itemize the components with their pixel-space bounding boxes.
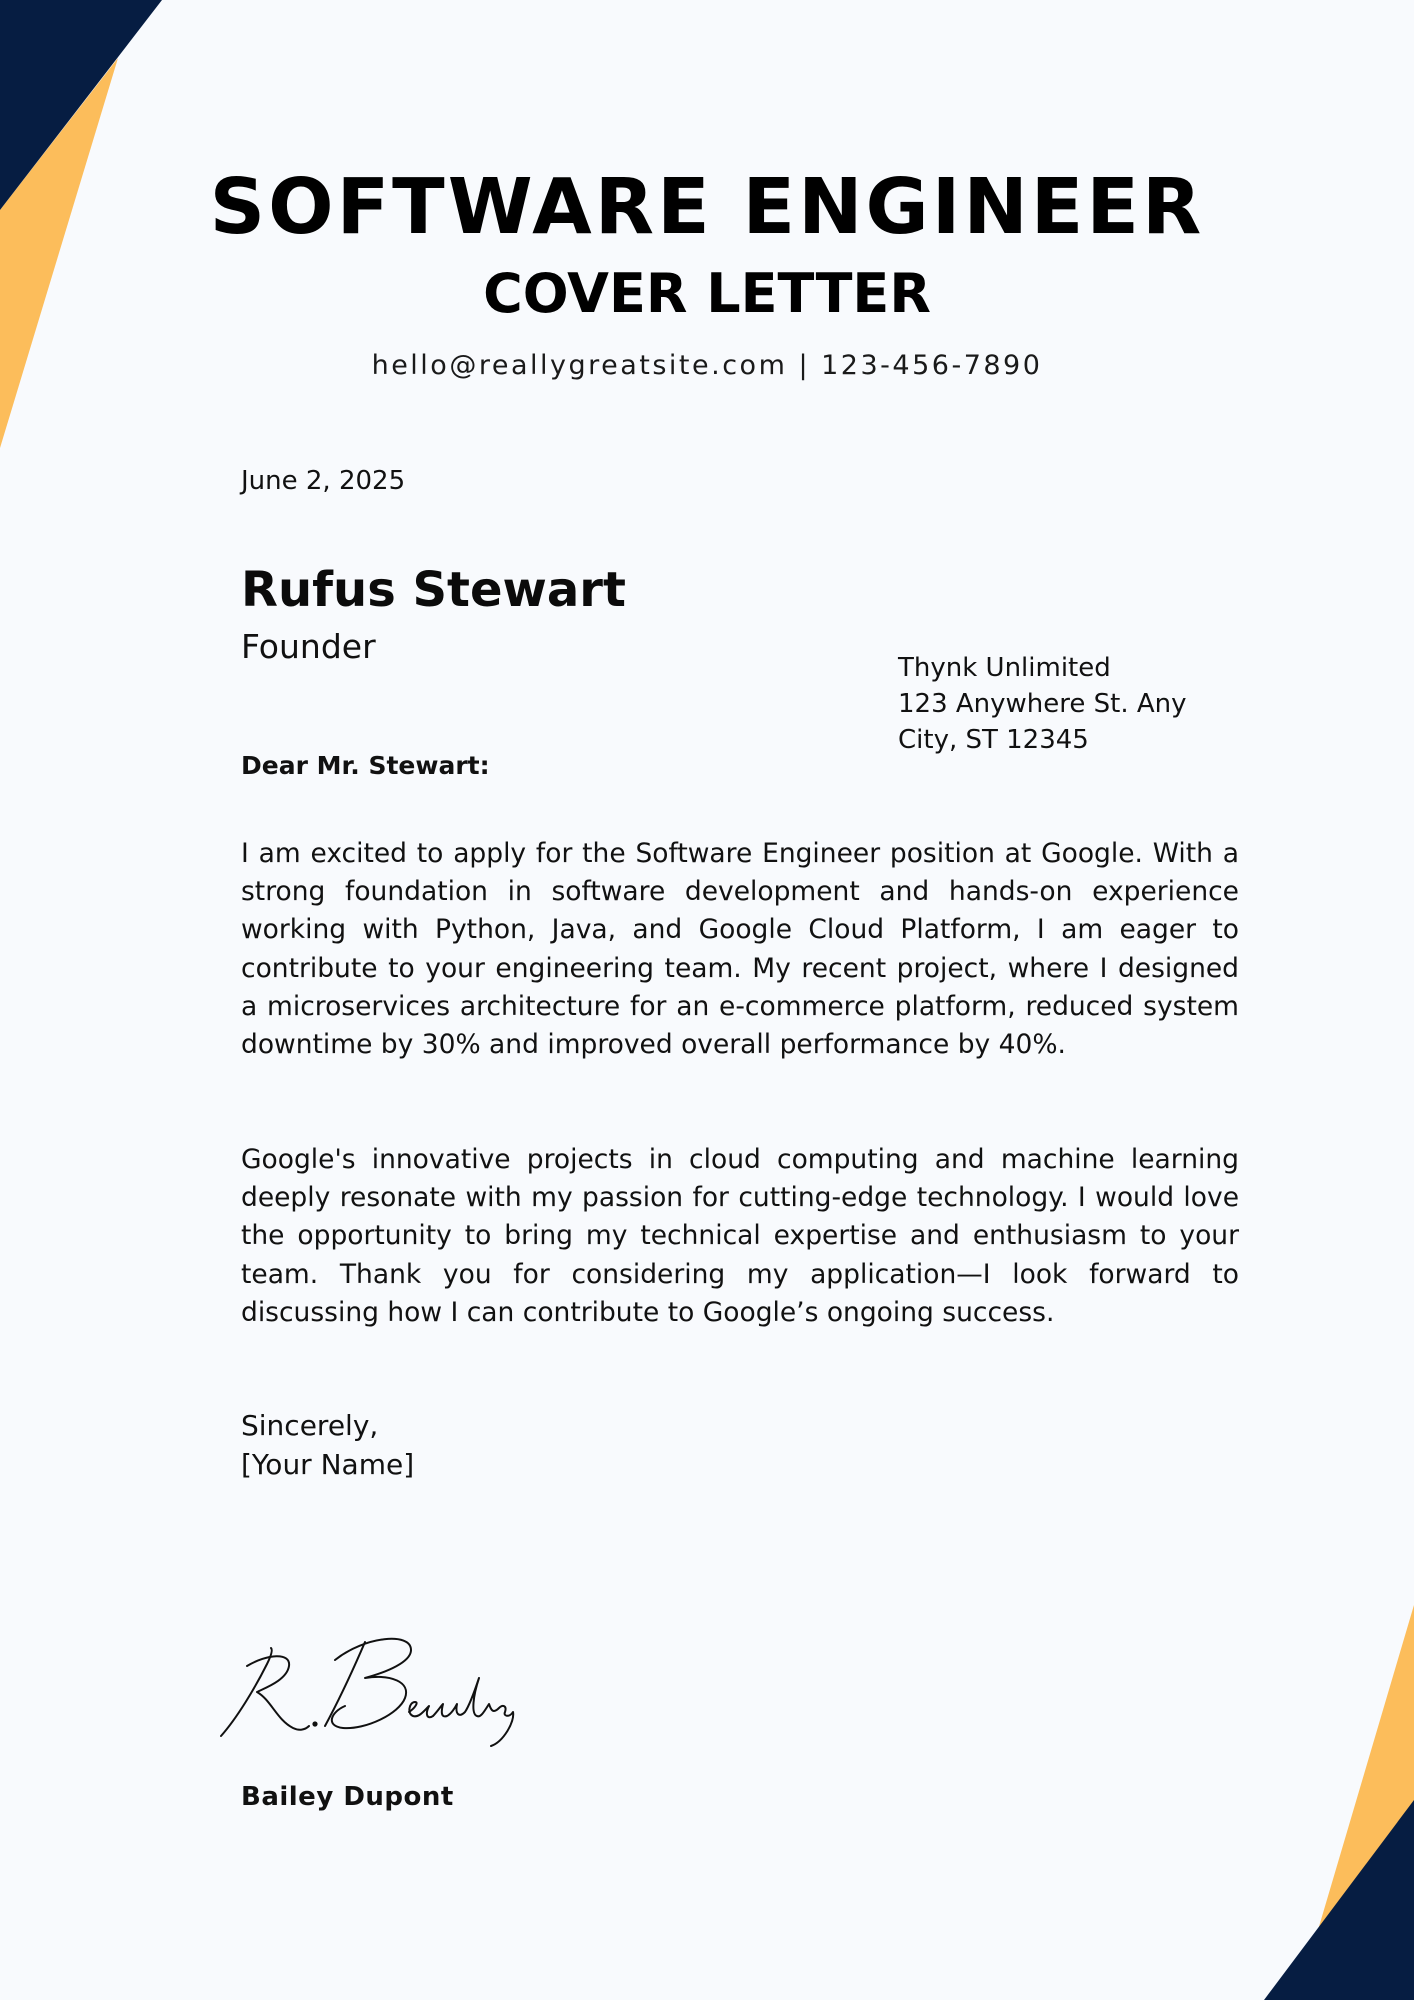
address-line-company: Thynk Unlimited [898, 653, 1111, 683]
address-line-city: City, ST 12345 [898, 725, 1089, 755]
body-paragraph-2: Google's innovative projects in cloud computing and machine learning deeply resonate with my passion for cutting-edge technology. I would love the opportunity to bring my technical expertise and enthusiasm to your team. Thank you for considering my application—I look forward to discussing how I can contribute to Google’s ongoing success. [241, 1144, 1239, 1328]
closing-valediction: Sincerely, [241, 1409, 379, 1442]
address-line-street: 123 Anywhere St. Any [898, 689, 1187, 719]
contact-info: hello@reallygreatsite.com | 123-456-7890 [371, 350, 1043, 381]
document-title: SOFTWARE ENGINEER [209, 163, 1205, 252]
letter-date: June 2, 2025 [241, 466, 406, 496]
recipient-name: Rufus Stewart [241, 562, 626, 618]
closing [241, 1406, 414, 1484]
signer-name: Bailey Dupont [241, 1782, 454, 1812]
closing-name-placeholder: [Your Name] [241, 1448, 415, 1481]
document-subtitle: COVER LETTER [483, 262, 931, 325]
body-paragraph-1: I am excited to apply for the Software Engineer position at Google. With a strong foundation in software development and hands-on experience working with Python, Java, and Google Cloud Platform, I am eager to contribute to your engineering team. My recent project, where I designed a microservices architecture for an e-commerce platform, reduced system downtime by 30% and improved overall performance by 40%. [241, 838, 1239, 1061]
recipient-address [898, 650, 1187, 758]
recipient-title: Founder [241, 627, 376, 666]
navy-triangle-bottom-right [1264, 1800, 1414, 2000]
salutation: Dear Mr. Stewart: [241, 751, 490, 780]
handwritten-signature [215, 1630, 535, 1750]
